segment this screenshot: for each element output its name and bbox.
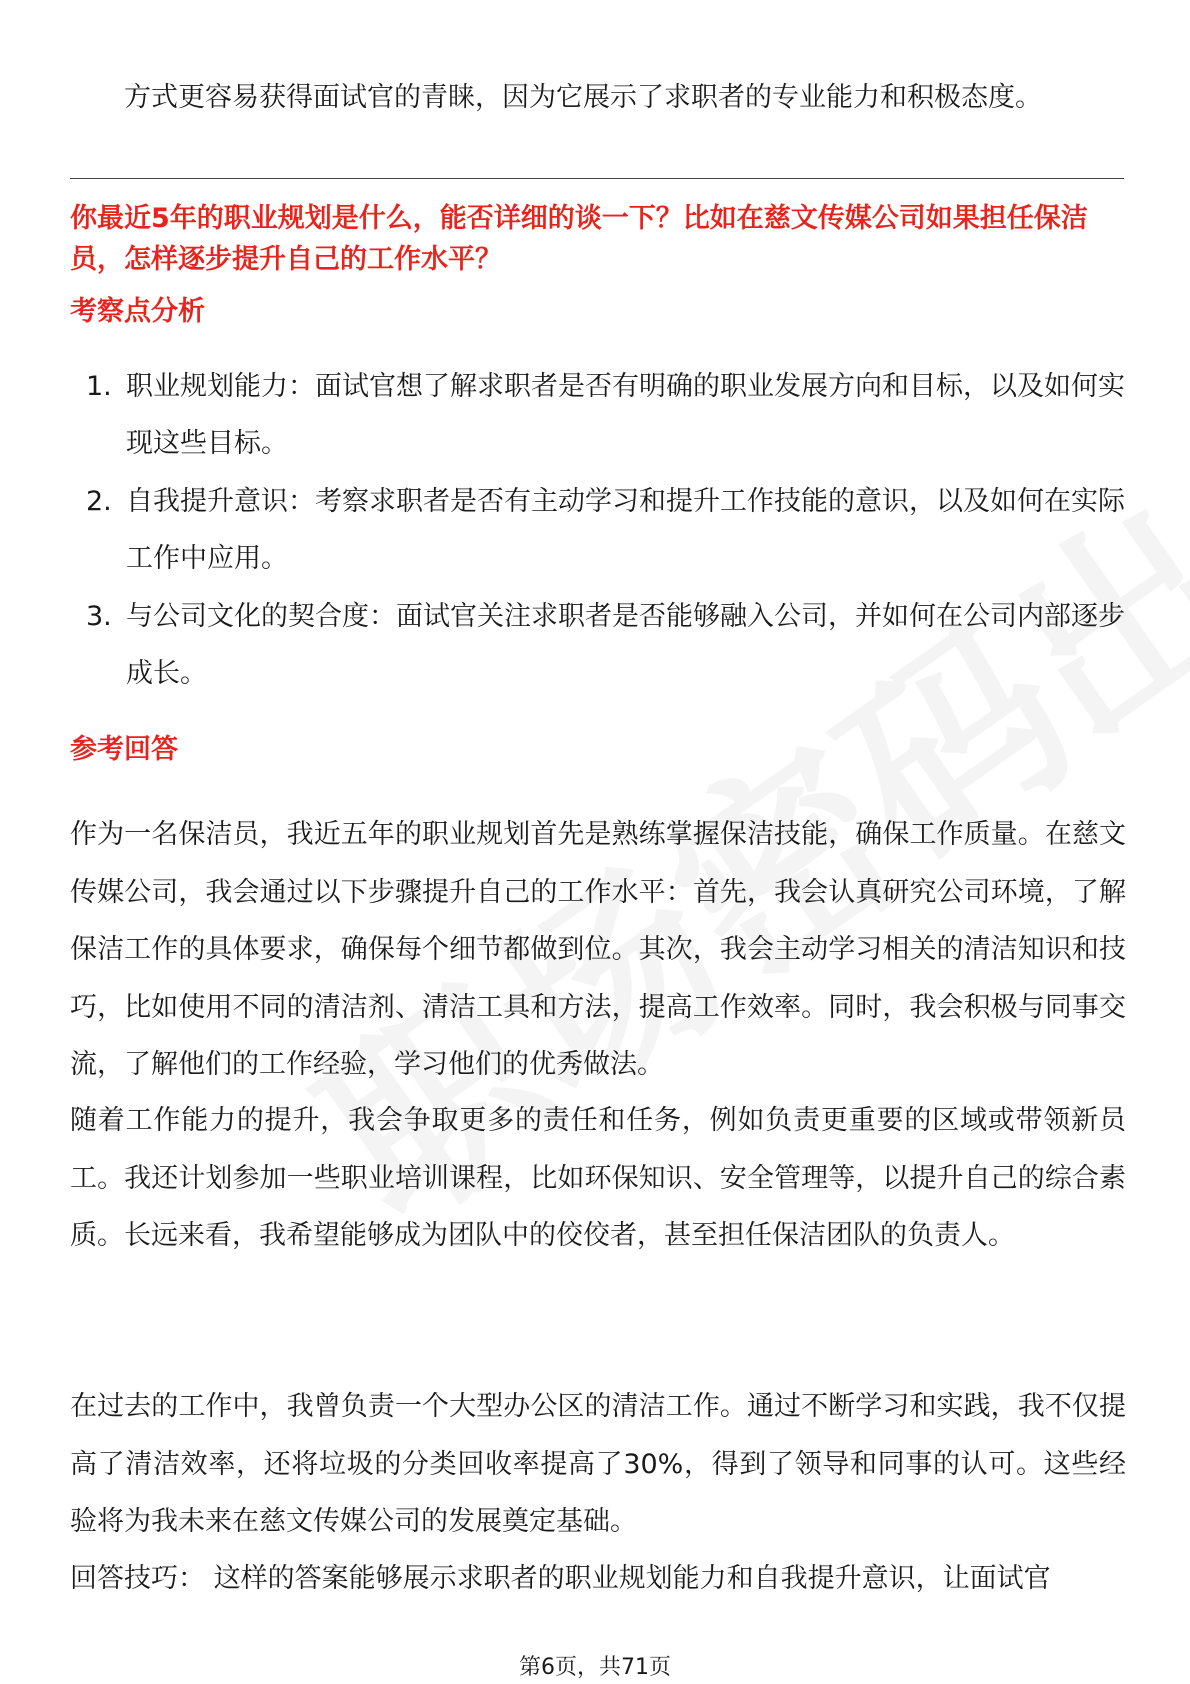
list-number: 1.: [86, 371, 112, 402]
analysis-item-text: 职业规划能力：面试官想了解求职者是否有明确的职业发展方向和目标，以及如何实现这些目标。: [126, 371, 1125, 459]
analysis-item: [70, 588, 1126, 702]
analysis-list: [70, 358, 1126, 703]
carry-over-text: 方式更容易获得面试官的青睐，因为它展示了求职者的专业能力和积极态度。: [124, 82, 1042, 113]
analysis-item: [70, 358, 1126, 472]
answer-paragraph: 作为一名保洁员，我近五年的职业规划首先是熟练掌握保洁技能，确保工作质量。在慈文传媒公司，我会通过以下步骤提升自己的工作水平：首先，我会认真研究公司环境，了解保洁工作的具体要求，确保每个细节都做到位。其次，我会主动学习相关的清洁知识和技巧，比如使用不同的清洁剂、清洁工具和方法，提高工作效率。同时，我会积极与同事交流，了解他们的工作经验，学习他们的优秀做法。: [70, 819, 1126, 1080]
answer-paragraph: 随着工作能力的提升，我会争取更多的责任和任务，例如负责更重要的区域或带领新员工。我还计划参加一些职业培训课程，比如环保知识、安全管理等，以提升自己的综合素质。长远来看，我希望能够成为团队中的佼佼者，甚至担任保洁团队的负责人。: [70, 1105, 1126, 1251]
list-number: 3.: [86, 601, 112, 632]
analysis-heading: 考察点分析: [70, 296, 205, 327]
answer-heading: 参考回答: [70, 734, 178, 765]
answer-paragraph: 在过去的工作中，我曾负责一个大型办公区的清洁工作。通过不断学习和实践，我不仅提高了清洁效率，还将垃圾的分类回收率提高了30%，得到了领导和同事的认可。这些经验将为我未来在慈文传媒公司的发展奠定基础。: [70, 1391, 1126, 1537]
answer-tip: 回答技巧： 这样的答案能够展示求职者的职业规划能力和自我提升意识，让面试官: [70, 1563, 1051, 1594]
analysis-item: [70, 473, 1126, 587]
page-footer: 第6页，共71页: [519, 1655, 671, 1680]
section-divider: [70, 178, 1124, 179]
list-number: 2.: [86, 486, 112, 517]
analysis-item-text: 与公司文化的契合度：面试官关注求职者是否能够融入公司，并如何在公司内部逐步成长。: [126, 601, 1125, 689]
question-title: 你最近5年的职业规划是什么，能否详细的谈一下？比如在慈文传媒公司如果担任保洁员，怎样逐步提升自己的工作水平？: [70, 203, 1088, 275]
analysis-item-text: 自我提升意识：考察求职者是否有主动学习和提升工作技能的意识，以及如何在实际工作中应用。: [126, 486, 1125, 574]
